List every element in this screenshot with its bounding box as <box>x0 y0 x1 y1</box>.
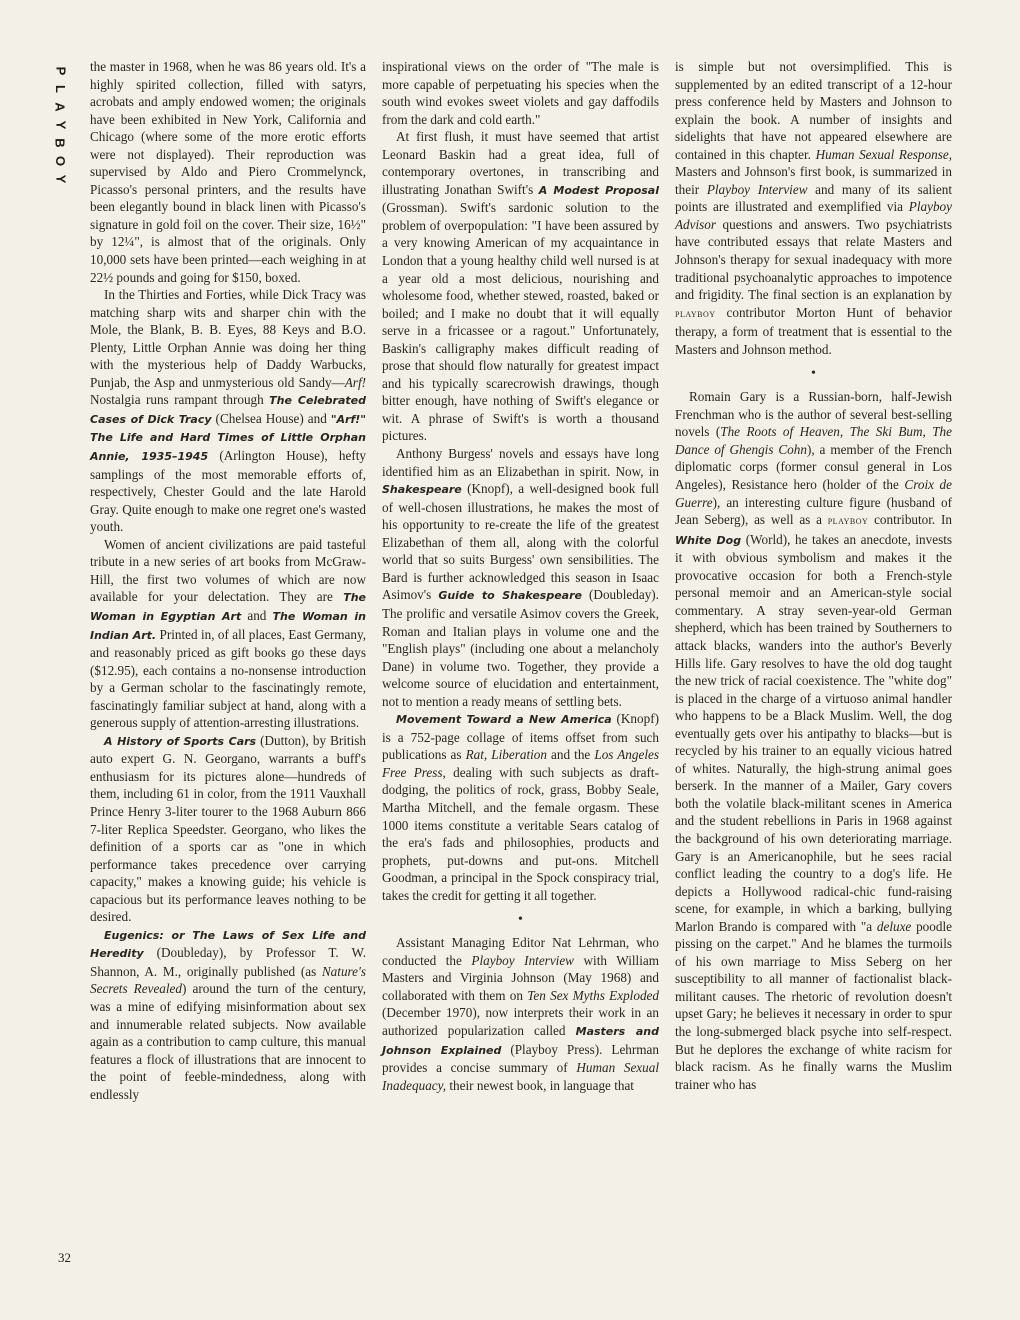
small-caps-text: playboy <box>675 307 716 320</box>
text-run: (Chelsea House) and <box>211 410 331 426</box>
text-run: ) around the turn of the century, was a mine of edifying misinformation about sex and innumerable related subjects. Now available again as a contribution to camp culture, this manual features a flock of illustrations that are innocent to the point of feeble-mindedness, along with endlessly <box>90 981 366 1102</box>
book-title: The Woman in Egyptian Art <box>90 591 366 623</box>
paragraph <box>675 388 952 1093</box>
text-run: Women of ancient civilizations are paid tasteful tribute in a new series of art books from McGraw-Hill, the first two volumes of which are now available for your delectation. They are <box>90 536 366 605</box>
book-title: Guide to Shakespeare <box>438 589 582 603</box>
logo-letter: A <box>52 102 68 112</box>
paragraph <box>382 710 659 904</box>
section-bullet: • <box>811 366 816 382</box>
italic-text: Playboy Interview <box>706 181 808 197</box>
text-run: poodle pissing on the carpet." And he blames the turmoils of his own marriage to Miss Seberg on her susceptibility to all manner of factionalist black-militant causes. The rhetoric of revolution doesn't upset Gary; he believes it necessary in order to spur the long-submerged black psyche into self-respect. But he deplores the exchange of white racism for black racism. As he finally warns the Muslim trainer who has <box>675 918 952 1092</box>
text-run: questions and answers. Two psychiatrists have contributed essays that relate Masters and Johnson's therapy for sexual inadequacy with more traditional psychoanalytic approaches to impotence and frigidity. The final section is an explanation by <box>675 216 952 303</box>
text-run: with William Masters and Virginia Johnson (May 1968) and collaborated with them on <box>382 952 659 1003</box>
text-run: Nostalgia runs rampant through <box>90 392 270 408</box>
paragraph <box>382 128 659 445</box>
text-run: (Knopf), a well-designed book full of well-chosen illustrations, he makes the most of his opportunity to re-create the life of the greatest Elizabethan of them all, along with the colorful world that so suits Burgess' own sensibilities. The Bard is further acknowledged this season in Isaac Asimov's <box>382 481 659 603</box>
italic-text: Playboy Interview <box>471 952 574 968</box>
italic-text: Croix de Guerre <box>675 477 952 510</box>
italic-text: Rat, Liberation <box>465 747 547 763</box>
text-run: contributor. In <box>868 512 952 528</box>
italic-text: Nature's Secrets Revealed <box>90 963 366 997</box>
italic-text: Los Angeles Free Press, <box>382 747 660 780</box>
text-run: (Knopf) is a 752-page collage of items offset from such publications as <box>382 711 659 763</box>
text-run: Printed in, of all places, East Germany, and reasonably priced as gift books go these days ($12.95), each contains a no-nonsense introduction by a German scholar to the fascinatingly remote, fascinatingly familiar subject at hand, along with a generous supply of attention-arresting illustrations. <box>90 626 366 731</box>
text-column-3 <box>675 58 952 1093</box>
book-title: Movement Toward a New America <box>396 713 612 727</box>
text-run: ), an interesting culture figure (husband of Jean Seberg), as well as a <box>675 494 952 528</box>
paragraph <box>90 732 366 926</box>
book-title: A Modest Proposal <box>538 183 659 197</box>
italic-text: Human Sexual Inadequacy, <box>382 1060 659 1093</box>
text-run: (December 1970), now interprets their work in an authorized popularization called <box>382 1005 659 1038</box>
italic-text: Arf! <box>344 374 366 390</box>
text-run: and many of its salient points are illustrated and exemplified via <box>675 181 952 215</box>
paragraph: inspirational views on the order of "The male is more capable of perpetuating his species when the south wind evokes sweet violets and gay daffodils from the dark and cold earth." <box>382 59 659 127</box>
text-run: (Doubleday). The prolific and versatile Asimov covers the Greek, Roman and Italian plays in volume one and the "English plays" (including one about a melancholy Dane) in volume two. Together, they provide a welcome source of elucidation and entertainment, not to mention a ready means of settling bets. <box>382 587 659 709</box>
text-run: Anthony Burgess' novels and essays have long identified him as an Elizabethan in spirit. Now, in <box>382 446 659 479</box>
book-title: A History of Sports Cars <box>104 734 257 748</box>
paragraph <box>382 445 659 710</box>
book-title: Shakespeare <box>382 483 462 497</box>
text-run: (Arlington House), hefty samplings of the most memorable efforts of, respectively, Chester Gould and the late Harold Gray. Quite enough to make one regret one's wasted youth. <box>90 448 367 535</box>
logo-letter: Y <box>52 174 68 184</box>
paragraph <box>90 286 366 536</box>
book-title: The Celebrated Cases of Dick Tracy <box>90 394 366 426</box>
text-run: Assistant Managing Editor Nat Lehrman, who conducted the <box>382 935 659 968</box>
paragraph <box>675 58 952 358</box>
text-column-2 <box>382 58 659 1094</box>
text-run: At first flush, it must have seemed that artist Leonard Baskin had a great idea, full of contemporary overtones, in transcribing and illustrating Jonathan Swift's <box>382 129 659 197</box>
italic-text: The Roots of Heaven, The Ski Bum, The Dance of Ghengis Cohn <box>675 424 952 457</box>
logo-letter: B <box>52 138 68 148</box>
paragraph <box>90 536 366 732</box>
text-run: dealing with such subjects as draft-dodging, the politics of rock, grass, Bobby Seale, Martha Mitchell, and the female orgasm. These 1000 items constitute a veritable Sears catalog of the era's fads and philosophies, products and prophets, put-downs and put-ons. Mitchell Goodman, a principal in the Spock conspiracy trial, takes the credit for getting it all together. <box>382 764 659 903</box>
paragraph <box>90 926 366 1103</box>
book-title: Masters and Johnson Explained <box>382 1024 659 1057</box>
paragraph: the master in 1968, when he was 86 years old. It's a highly spirited collection, filled with satyrs, acrobats and amply endowed women; the originals have been exhibited in New York, California and Chicago (where some of the more erotic efforts were not displayed). Their reproduction was supervised by Aldo and Piero Crommelynck, Picasso's personal printers, and the results have been elegantly bound in black linen with Picasso's signature in gold foil on the cover. Their size, 16½" by 12¼", is almost that of the originals. Only 10,000 sets have been printed—each weighing in at 22½ pounds and going for $150, boxed. <box>90 59 366 285</box>
section-bullet: • <box>518 912 523 928</box>
text-run: contributor Morton Hunt of behavior therapy, a form of treatment that is essential to the Masters and Johnson method. <box>675 304 952 357</box>
text-run: Masters and Johnson's first book, is summarized in their <box>675 164 952 197</box>
page-number: 32 <box>58 1250 71 1265</box>
text-run: (Playboy Press). Lehrman provides a concise summary of <box>382 1041 659 1076</box>
magazine-logo-vertical <box>52 62 68 188</box>
italic-text: Human Sexual Response, <box>815 146 952 162</box>
book-title: White Dog <box>675 533 742 547</box>
text-run: In the Thirties and Forties, while Dick Tracy was matching sharp wits and sharper chin with the Mole, the Blank, B. B. Eyes, 88 Keys and B.O. Plenty, Little Orphan Annie was doing her thing with the mysterious help of Daddy Warbucks, Punjab, the Asp and unmysterious old Sandy— <box>90 287 366 390</box>
book-title: The Woman in Indian Art. <box>90 609 366 642</box>
paragraph <box>382 934 659 1094</box>
text-run: Romain Gary is a Russian-born, half-Jewish Frenchman who is the author of several best-selling novels ( <box>675 389 952 440</box>
text-run: (World), he takes an anecdote, invests it with obvious symbolism and makes it the provocative occasion for both a French-style personal memoir and an American-style social commentary. A stray seven-year-old German shepherd, which has been trained by Southerners to attack blacks, wanders into the author's Beverly Hills life. Gary resolves to have the old dog taught the new trick of racial coexistence. The "white dog" is placed in the charge of a virtuoso animal handler who happens to be a Black Muslim. Well, the dog eventually gets over his antipathy to blacks—but is recycled by his trainer to an equally vicious hatred of whites. Naturally, the high-strung animal goes berserk. In the manner of a Mailer, Gary covers both the volatile black-militant scenes in America and the student rebellions in Paris in 1968 against the background of his own deteriorating marriage. Gary is an Americanophile, but he sees racial conflict leading the country to a dog's life. He depicts a Hollywood radical-chic fund-raising scene, for example, in which a barking, bullying Marlon Brando is compared with "a <box>675 531 952 934</box>
text-run: (Dutton), by British auto expert G. N. Georgano, warrants a buff's enthusiasm for its pictures alone—hundreds of them, including 61 in color, from the 1911 Vauxhall Prince Henry 3-liter tourer to the 1968 Auburn 866 7-liter Replica Speedster. Georgano, who likes the definition of a sports car as "one in which performance takes precedence over carrying capacity," makes a knowing guide; his vehicle is capacious but its performance leaves nothing to be desired. <box>90 732 366 925</box>
text-run: ), a member of the French diplomatic corps (former consul general in Los Angeles), Resistance hero (holder of the <box>675 441 952 493</box>
book-title: Eugenics: or The Laws of Sex Life and Heredity <box>90 928 366 961</box>
text-column-1 <box>90 58 366 1103</box>
text-run: (Grossman). Swift's sardonic solution to the problem of overpopulation: "I have been assured by a very knowing American of my acquaintance in London that a young healthy child well nursed is at a year old a most delicious, nourishing and wholesome food, whether stewed, roasted, baked or boiled; and I make no doubt that it will equally serve in a fricassee or a ragout." Unfortunately, Baskin's calligraphy makes difficult reading of prose that should flow naturally for greatest impact and his typically scarecrowish drawings, though bitter enough, have nothing of Swift's elegance or wit. A phrase of Swift's is worth a thousand pictures. <box>382 200 659 444</box>
book-title: "Arf!" The Life and Hard Times of Little Orphan Annie, 1935–1945 <box>90 412 367 464</box>
logo-letter: L <box>52 85 68 93</box>
text-run: and the <box>546 747 595 763</box>
logo-letter: Y <box>52 120 68 130</box>
text-run: their newest book, in language that <box>446 1077 634 1093</box>
small-caps-text: playboy <box>827 515 869 528</box>
text-run: and <box>241 607 273 623</box>
italic-text: deluxe <box>876 918 912 934</box>
text-run: (Doubleday), by Professor T. W. Shannon, A. M., originally published (as <box>90 945 366 979</box>
text-run: is simple but not oversimplified. This is supplemented by an edited transcript of a 12-hour press conference held by Masters and Johnson to explain the book. A number of insights and sidelights that have not appeared elsewhere are contained in this chapter. <box>675 59 952 162</box>
logo-letter: P <box>52 66 68 76</box>
italic-text: Ten Sex Myths Exploded <box>527 987 659 1003</box>
italic-text: Playboy Advisor <box>675 199 952 232</box>
logo-letter: O <box>53 155 68 167</box>
